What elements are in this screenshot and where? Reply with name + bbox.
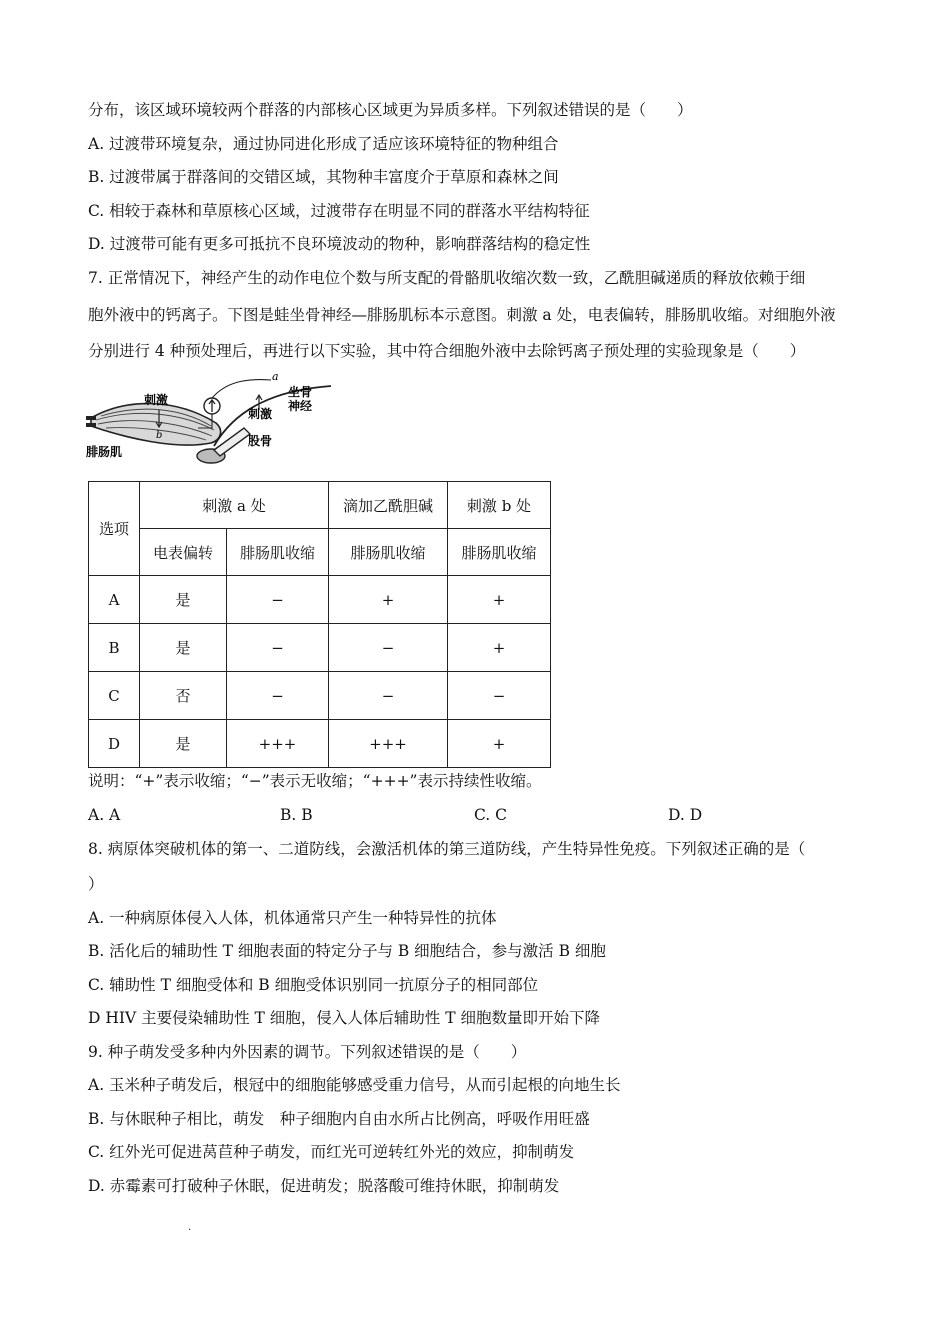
q9-option-a: A. 玉米种子萌发后，根冠中的细胞能够感受重力信号，从而引起根的向地生长 xyxy=(88,1076,621,1094)
cell: + xyxy=(448,576,551,624)
label-sciatic-1: 坐骨 xyxy=(288,385,313,399)
q8-option-c: C. 辅助性 T 细胞受体和 B 细胞受体识别同一抗原分子的相同部位 xyxy=(88,976,539,994)
cell: B xyxy=(89,624,140,672)
q8-stem-line1: 8. 病原体突破机体的第一、二道防线，会激活机体的第三道防线，产生特异性免疫。下列叙述正确的是（ xyxy=(88,840,806,858)
th-stim-a: 刺激 a 处 xyxy=(140,482,329,529)
q8-stem-line2: ） xyxy=(88,875,104,893)
cell: 是 xyxy=(140,624,227,672)
cell: − xyxy=(227,576,329,624)
q6-option-a: A. 过渡带环境复杂，通过协同进化形成了适应该环境特征的物种组合 xyxy=(88,135,559,153)
q9-option-b: B. 与休眠种子相比，萌发 种子细胞内自由水所占比例高，呼吸作用旺盛 xyxy=(88,1110,590,1128)
q7-choice-a: A. A xyxy=(88,806,121,824)
cell: 是 xyxy=(140,576,227,624)
th-contract-3: 腓肠肌收缩 xyxy=(448,529,551,576)
th-contract-1: 腓肠肌收缩 xyxy=(227,529,329,576)
q7-choice-b: B. B xyxy=(280,806,313,824)
cell: + xyxy=(448,720,551,768)
cell: +++ xyxy=(227,720,329,768)
cell: D xyxy=(89,720,140,768)
q8-option-a: A. 一种病原体侵入人体，机体通常只产生一种特异性的抗体 xyxy=(88,909,497,927)
label-stimulus-b: 刺激 xyxy=(144,393,169,407)
cell: + xyxy=(329,576,448,624)
th-meter: 电表偏转 xyxy=(140,529,227,576)
cell: − xyxy=(329,672,448,720)
cell: 否 xyxy=(140,672,227,720)
q8-option-b: B. 活化后的辅助性 T 细胞表面的特定分子与 B 细胞结合，参与激活 B 细胞 xyxy=(88,942,606,960)
label-b: b xyxy=(156,430,163,441)
th-ach: 滴加乙酰胆碱 xyxy=(329,482,448,529)
q6-option-b: B. 过渡带属于群落间的交错区域，其物种丰富度介于草原和森林之间 xyxy=(88,168,559,186)
q6-stem: 分布，该区域环境较两个群落的内部核心区域更为异质多样。下列叙述错误的是（ ） xyxy=(88,101,693,119)
q7-stem-line2: 胞外液中的钙离子。下图是蛙坐骨神经—腓肠肌标本示意图。刺激 a 处，电表偏转，腓肠肌收缩。对细胞外液 xyxy=(88,306,836,324)
label-femur: 股骨 xyxy=(248,434,273,448)
stray-dot: . xyxy=(188,1222,192,1233)
table-row xyxy=(89,576,551,624)
label-a: a xyxy=(272,370,279,383)
q6-option-d: D. 过渡带可能有更多可抵抗不良环境波动的物种，影响群落结构的稳定性 xyxy=(88,235,591,253)
th-option: 选项 xyxy=(89,482,140,576)
q7-result-table xyxy=(88,481,551,768)
cell: − xyxy=(448,672,551,720)
q7-choice-c: C. C xyxy=(474,806,508,824)
label-stimulus-a: 刺激 xyxy=(248,407,273,421)
cell: A xyxy=(89,576,140,624)
th-contract-2: 腓肠肌收缩 xyxy=(329,529,448,576)
cell: +++ xyxy=(329,720,448,768)
q9-stem: 9. 种子萌发受多种内外因素的调节。下列叙述错误的是（ ） xyxy=(88,1043,527,1061)
cell: + xyxy=(448,624,551,672)
table-row xyxy=(89,672,551,720)
q7-stem-line3: 分别进行 4 种预处理后，再进行以下实验，其中符合细胞外液中去除钙离子预处理的实验现象是（ ） xyxy=(88,342,806,360)
cell: − xyxy=(227,624,329,672)
cell: − xyxy=(329,624,448,672)
q8-option-d: D HIV 主要侵染辅助性 T 细胞，侵入人体后辅助性 T 细胞数量即开始下降 xyxy=(88,1009,601,1027)
table-row xyxy=(89,720,551,768)
th-stim-b: 刺激 b 处 xyxy=(448,482,551,529)
label-sciatic-2: 神经 xyxy=(288,399,313,413)
q7-note: 说明：“+”表示收缩；“−”表示无收缩；“+++”表示持续性收缩。 xyxy=(88,772,542,790)
q7-stem-line1: 7. 正常情况下，神经产生的动作电位个数与所支配的骨骼肌收缩次数一致，乙酰胆碱递质的释放依赖于细 xyxy=(88,269,806,287)
nerve-muscle-figure xyxy=(86,368,336,468)
table-row xyxy=(89,624,551,672)
q9-option-c: C. 红外光可促进莴苣种子萌发，而红光可逆转红外光的效应，抑制萌发 xyxy=(88,1143,575,1161)
q7-choice-d: D. D xyxy=(668,806,703,824)
cell: C xyxy=(89,672,140,720)
q9-option-d: D. 赤霉素可打破种子休眠，促进萌发；脱落酸可维持休眠，抑制萌发 xyxy=(88,1177,560,1195)
cell: 是 xyxy=(140,720,227,768)
q6-option-c: C. 相较于森林和草原核心区域，过渡带存在明显不同的群落水平结构特征 xyxy=(88,202,590,220)
label-gastrocnemius: 腓肠肌 xyxy=(86,445,123,459)
cell: − xyxy=(227,672,329,720)
